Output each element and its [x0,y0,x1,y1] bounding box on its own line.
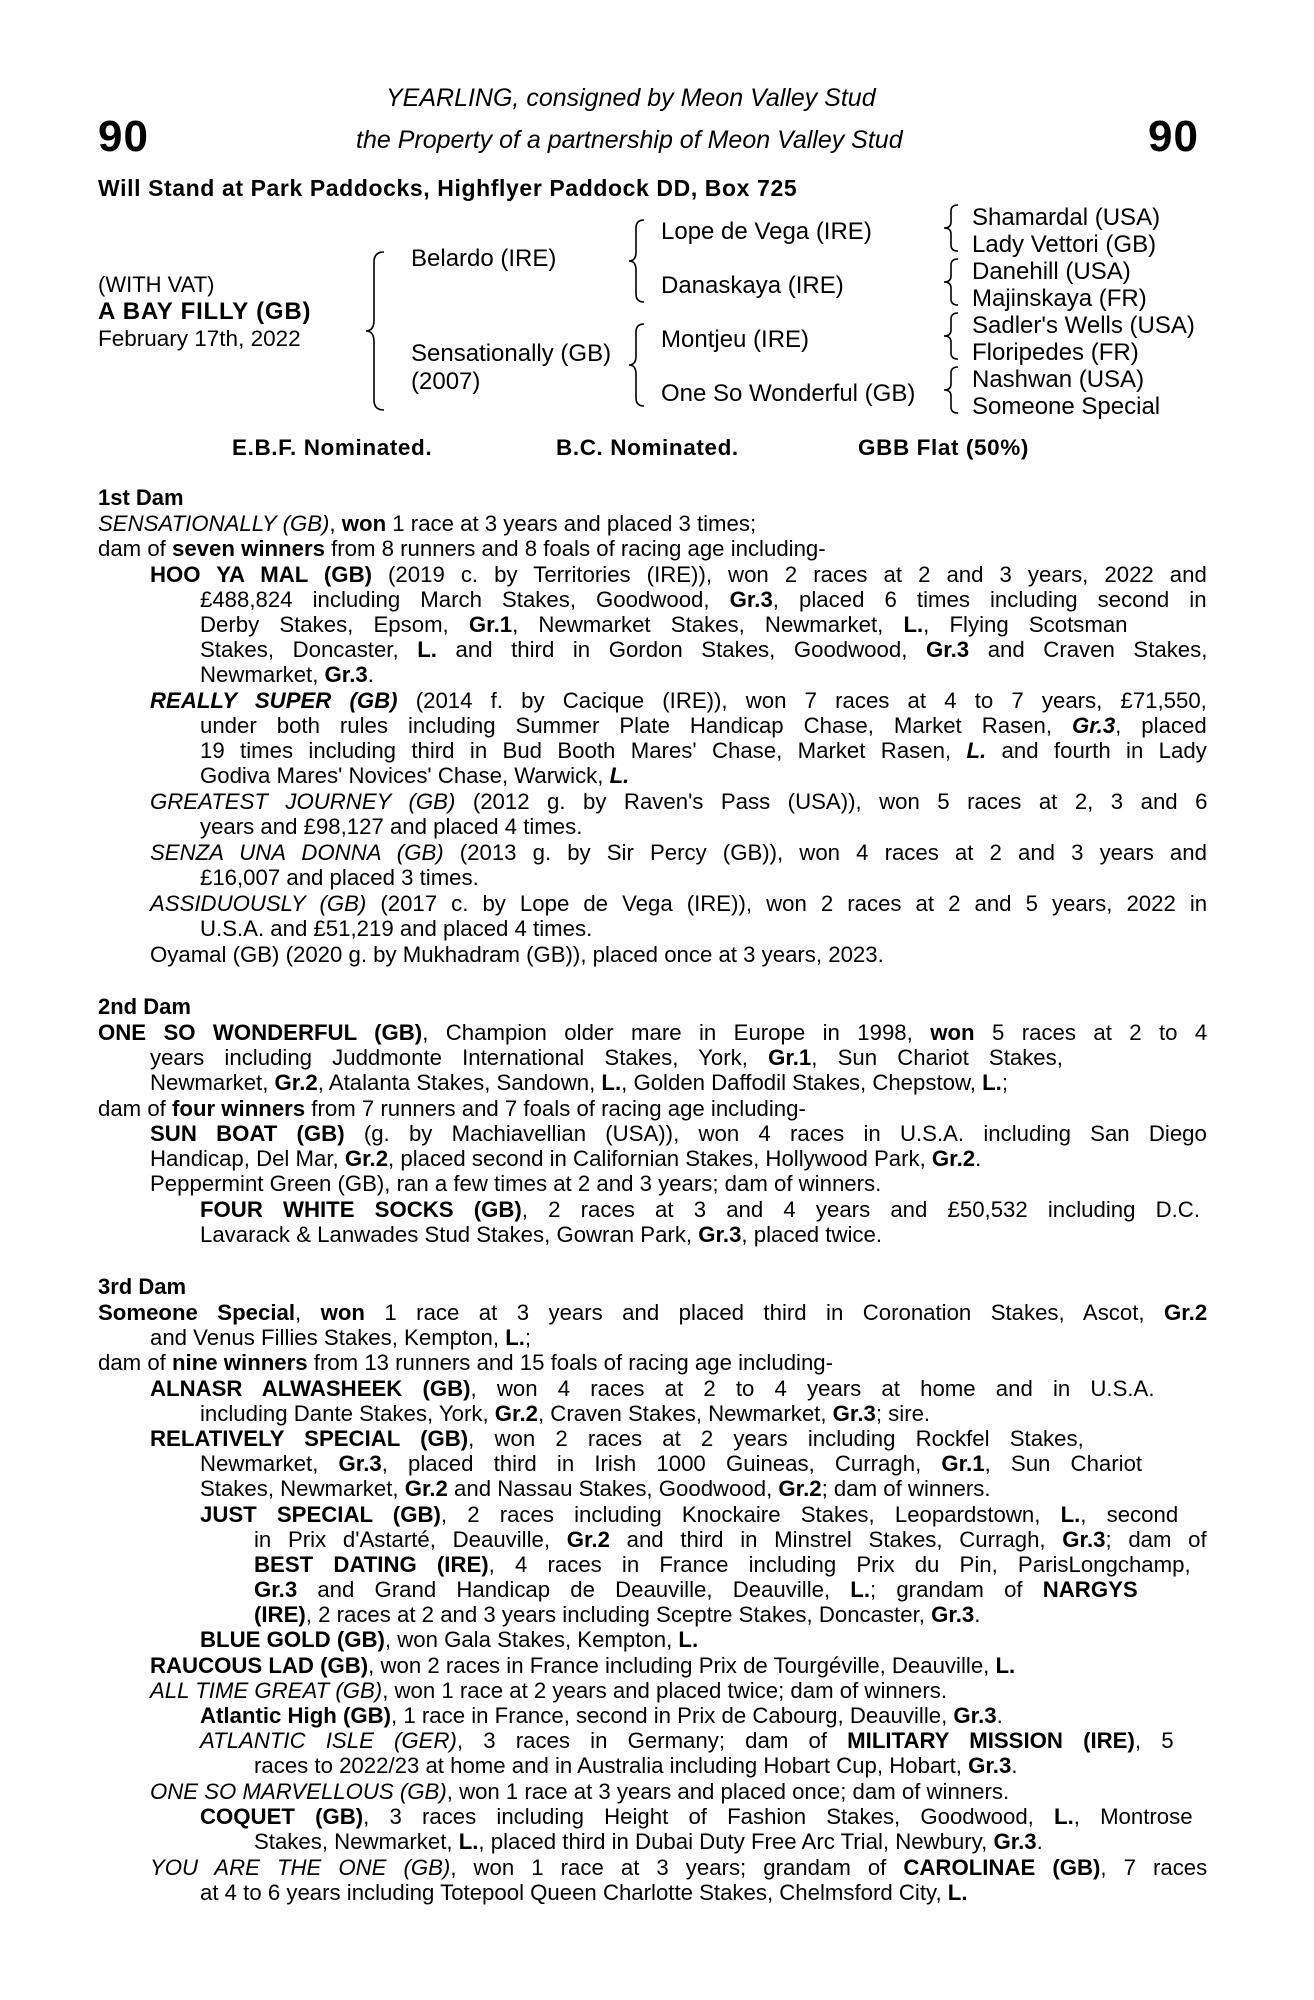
text-segment: Gr.3 [729,587,773,612]
text-segment: Gr.2 [778,1476,822,1501]
text-segment: and Nassau Stakes, Goodwood, [447,1476,779,1501]
text-line [200,865,479,891]
text-line [150,942,884,968]
text-line [254,1577,1138,1603]
text-segment: , 2 races at 3 and 4 years and £50,532 including D.C. [521,1197,1200,1222]
text-line [98,1350,833,1376]
text-segment: and Venus Fillies Stakes, Kempton, [150,1325,506,1350]
text-segment: Gr.3 [698,1222,742,1247]
text-segment: Peppermint Green (GB), ran a few times at 2 and 3 years; dam of winners. [150,1171,882,1196]
bc-nomination: B.C. Nominated. [556,435,739,460]
text-segment: . [367,662,374,687]
text-segment: ; [1001,1070,1008,1095]
text-segment: , won 2 races in France including Prix de Tourgéville, Deauville, [368,1653,996,1678]
text-segment: , placed third in Dubai Duty Free Arc Trial, Newbury, [478,1829,994,1854]
text-segment: SENZA UNA DONNA (GB) [150,840,444,865]
text-segment: ALL TIME GREAT (GB) [150,1678,383,1703]
text-segment: Gr.2 [344,1146,389,1171]
text-segment: , won 1 race at 2 years and placed twice; dam of winners. [382,1678,948,1703]
text-segment: won [930,1020,975,1045]
text-segment: , 3 races in Germany; dam of [456,1728,848,1753]
text-segment: , won 2 races at 2 years including Rockfel Stakes, [468,1426,1084,1451]
text-line [200,1880,968,1906]
text-segment: and Grand Handicap de Deauville, Deauville, [297,1577,851,1602]
text-segment: , [295,1300,321,1325]
text-line [98,1020,1207,1046]
text-segment: Handicap, Del Mar, [150,1146,345,1171]
text-segment: Gr.3 [338,1451,382,1476]
text-segment: Lavarack & Lanwades Stud Stakes, Gowran Park, [200,1222,699,1247]
text-segment: REALLY SUPER (GB) [150,688,398,713]
text-segment: L. [947,1880,968,1905]
text-segment: and third in Gordon Stakes, Goodwood, [436,637,926,662]
pedigree-dam-sire: Montjeu (IRE) [661,326,810,353]
text-segment: GREATEST JOURNEY (GB) [150,789,456,814]
text-segment: , Craven Stakes, Newmarket, [537,1401,833,1426]
text-segment: Gr.1 [768,1045,812,1070]
text-segment: L. [982,1070,1002,1095]
gbb-note: GBB Flat (50%) [858,435,1029,460]
text-segment: . [974,1602,981,1627]
text-line [150,1426,1084,1452]
text-segment: L. [609,763,630,788]
pedigree-dam-year: (2007) [411,368,481,395]
text-line [150,840,1207,866]
text-segment: , placed 6 times including second in [772,587,1207,612]
text-segment: , Golden Daffodil Stakes, Chepstow, [621,1070,983,1095]
text-line [150,789,1207,815]
text-segment: , won 1 race at 3 years; grandam of [450,1855,904,1880]
text-segment: L. [505,1325,525,1350]
text-line [200,637,1207,663]
text-segment: L. [903,612,924,637]
text-segment: four winners [172,1096,306,1121]
text-segment: from 13 runners and 15 foals of racing age including- [307,1350,834,1375]
text-segment: at 4 to 6 years including Totepool Queen Charlotte Stakes, Chelmsford City, [200,1880,948,1905]
text-segment: , placed twice. [741,1222,883,1247]
text-segment: , second [1080,1502,1179,1527]
pedigree-ddd: Someone Special [972,393,1161,420]
text-line [254,1829,1043,1855]
text-segment: . [1011,1753,1018,1778]
text-segment: dam of [98,536,172,561]
text-line [200,587,1207,613]
text-segment: Gr.3 [953,1703,997,1728]
text-segment: (2017 c. by Lope de Vega (IRE)), won 2 races at 2 and 5 years, 2022 in [366,891,1208,916]
text-segment: (2014 f. by Cacique (IRE)), won 7 races at 4 to 7 years, £71,550, [397,688,1207,713]
text-segment: 1 race at 3 years and placed third in Coronation Stakes, Ascot, [364,1300,1164,1325]
text-line [98,1300,1207,1326]
text-segment: Gr.3 [832,1401,876,1426]
text-segment: , 5 [1134,1728,1174,1753]
text-segment: Derby Stakes, Epsom, [200,612,469,637]
text-segment: CAROLINAE (GB) [903,1855,1101,1880]
text-line [200,1222,882,1248]
text-segment: L. [417,637,437,662]
text-segment: , placed third in Irish 1000 Guineas, Curragh, [381,1451,942,1476]
text-segment: , won 4 races at 2 to 4 years at home and in U.S.A. [470,1376,1155,1401]
pedigree-sss: Shamardal (USA) [972,204,1161,231]
text-line [150,1045,1063,1071]
text-segment: dam of [98,1096,172,1121]
text-segment: ; dam of [1105,1527,1207,1552]
text-segment: , Newmarket Stakes, Newmarket, [512,612,904,637]
text-segment: U.S.A. and £51,219 and placed 4 times. [200,916,593,941]
text-segment: L. [995,1653,1016,1678]
text-segment: won [341,511,387,536]
text-segment: , 1 race in France, second in Prix de Cabourg, Deauville, [391,1703,954,1728]
stand-location: Will Stand at Park Paddocks, Highflyer Paddock DD, Box 725 [98,175,798,201]
second-dam-heading: 2nd Dam [98,994,191,1019]
text-segment: ; grandam of [870,1577,1043,1602]
text-segment: and third in Minstrel Stakes, Curragh, [609,1527,1063,1552]
text-segment: RAUCOUS LAD (GB) [150,1653,369,1678]
text-segment: years and £98,127 and placed 4 times. [200,814,583,839]
text-line [150,891,1207,917]
pedigree-sds: Danehill (USA) [972,258,1131,285]
consignor-line: YEARLING, consigned by Meon Valley Stud [386,84,876,112]
text-segment: FOUR WHITE SOCKS (GB) [200,1197,522,1222]
horse-name: A BAY FILLY (GB) [98,298,312,325]
text-segment: ALNASR ALWASHEEK (GB) [150,1376,471,1401]
text-segment: years including Juddmonte International Stakes, York, [150,1045,769,1070]
text-line [200,1502,1178,1528]
text-segment: £16,007 and placed 3 times. [200,865,479,890]
text-segment: , placed second in Californian Stakes, Hollywood Park, [388,1146,932,1171]
text-segment: Newmarket, [150,1070,275,1095]
text-segment: Gr.3 [324,662,368,687]
vat-note: (WITH VAT) [98,272,215,297]
text-segment: £488,824 including March Stakes, Goodwood, [200,587,730,612]
text-segment: under both rules including Summer Plate Handicap Chase, Market Rasen, [200,713,1072,738]
text-segment: , Champion older mare in Europe in 1998, [422,1020,931,1045]
text-segment: 19 times including third in Bud Booth Mares' Chase, Market Rasen, [200,738,967,763]
text-segment: ; dam of winners. [821,1476,991,1501]
text-segment: races to 2022/23 at home and in Australia including Hobart Cup, Hobart, [254,1753,969,1778]
property-line: the Property of a partnership of Meon Valley Stud [356,126,903,154]
pedigree-sire: Belardo (IRE) [411,245,557,272]
text-segment: , 2 races at 2 and 3 years including Sceptre Stakes, Doncaster, [305,1602,932,1627]
lot-number-right: 90 [1148,112,1199,161]
text-segment: Stakes, Newmarket, [200,1476,405,1501]
text-segment: Gr.2 [404,1476,448,1501]
text-segment: Gr.2 [566,1527,610,1552]
text-segment: nine winners [172,1350,308,1375]
pedigree-dam-dam: One So Wonderful (GB) [661,380,916,407]
text-line [254,1753,1017,1779]
text-segment: BEST DATING (IRE) [254,1552,489,1577]
text-segment: Stakes, Doncaster, [200,637,418,662]
text-segment: Newmarket, [200,1451,339,1476]
text-segment: Atlantic High (GB) [200,1703,392,1728]
text-segment: Someone Special [98,1300,295,1325]
pedigree-sire-dam: Danaskaya (IRE) [661,272,844,299]
text-line [150,1146,981,1172]
text-line [98,511,756,537]
text-segment: , Montrose [1073,1804,1193,1829]
text-segment: Gr.2 [494,1401,538,1426]
text-segment: Gr.1 [941,1451,985,1476]
pedigree-ssd: Lady Vettori (GB) [972,231,1157,258]
pedigree-sdd: Majinskaya (FR) [972,285,1147,312]
text-segment: COQUET (GB) [200,1804,364,1829]
text-line [150,1779,1009,1805]
text-segment: SENSATIONALLY (GB) [98,511,330,536]
text-line [150,1121,1207,1147]
text-line [200,738,1207,764]
foaling-date: February 17th, 2022 [98,326,301,351]
text-line [200,612,1128,638]
text-segment: (2019 c. by Territories (IRE)), won 2 races at 2 and 3 years, 2022 and [371,562,1207,587]
text-segment: Gr.2 [1164,1300,1208,1325]
text-segment: 5 races at 2 to 4 [974,1020,1208,1045]
first-dam-heading: 1st Dam [98,485,184,510]
text-segment: . [1036,1829,1043,1854]
text-segment: and fourth in Lady [986,738,1207,763]
text-segment: Gr.3 [1062,1527,1106,1552]
text-segment: BLUE GOLD (GB) [200,1627,385,1652]
text-segment: Gr.3 [925,637,970,662]
text-segment: Gr.3 [931,1602,975,1627]
text-line [200,662,374,688]
text-segment: Oyamal (GB) (2020 g. by Mukhadram (GB)), placed once at 3 years, 2023. [150,942,884,967]
text-segment: 1 race at 3 years and placed 3 times; [386,511,757,536]
text-segment: Gr.3 [1071,713,1116,738]
text-segment: dam of [98,1350,172,1375]
text-segment: , 3 races including Height of Fashion Stakes, Goodwood, [363,1804,1055,1829]
text-segment: L. [966,738,987,763]
text-segment: L. [1054,1804,1074,1829]
pedigree-dsd: Floripedes (FR) [972,339,1139,366]
text-segment: L. [850,1577,871,1602]
text-line [200,1804,1193,1830]
text-segment: Gr.1 [468,612,513,637]
text-line [254,1602,980,1628]
text-line [200,916,592,942]
text-segment: including Dante Stakes, York, [200,1401,495,1426]
pedigree-dam: Sensationally (GB) [411,340,612,367]
text-segment: , Atalanta Stakes, Sandown, [317,1070,602,1095]
text-segment: MILITARY MISSION (IRE) [847,1728,1135,1753]
text-segment: NARGYS [1042,1577,1138,1602]
text-segment: ; sire. [875,1401,931,1426]
text-segment: . [996,1703,1003,1728]
text-segment: and Craven Stakes, [969,637,1208,662]
text-segment: ONE SO MARVELLOUS (GB) [150,1779,447,1804]
text-line [200,1401,930,1427]
text-segment: YOU ARE THE ONE (GB) [150,1855,451,1880]
text-segment: Gr.3 [993,1829,1037,1854]
text-segment: L. [601,1070,622,1095]
pedigree-sire-sire: Lope de Vega (IRE) [661,218,872,245]
text-line [150,688,1207,714]
pedigree-dds: Nashwan (USA) [972,366,1145,393]
text-segment: JUST SPECIAL (GB) [200,1502,441,1527]
text-segment: L. [678,1627,699,1652]
text-line [150,1376,1155,1402]
text-line [200,1627,698,1653]
text-line [254,1552,1191,1578]
text-line [200,1703,1003,1729]
text-segment: RELATIVELY SPECIAL (GB) [150,1426,469,1451]
text-line [200,763,629,789]
text-segment: ATLANTIC ISLE (GER) [200,1728,457,1753]
text-segment: , 2 races including Knockaire Stakes, Leopardstown, [440,1502,1061,1527]
text-line [254,1527,1207,1553]
text-line [150,1653,1015,1679]
text-segment: Gr.3 [968,1753,1012,1778]
text-line [150,1325,531,1351]
text-segment: in Prix d'Astarté, Deauville, [254,1527,567,1552]
text-segment: . [975,1146,982,1171]
text-segment: , won 1 race at 3 years and placed once; dam of winners. [446,1779,1010,1804]
text-segment: L. [458,1829,479,1854]
text-segment: ; [524,1325,532,1350]
text-line [150,1070,1008,1096]
text-line [200,1728,1174,1754]
text-segment: , 7 races [1100,1855,1208,1880]
text-segment: Gr.3 [254,1577,298,1602]
third-dam-heading: 3rd Dam [98,1274,187,1299]
text-segment: (2012 g. by Raven's Pass (USA)), won 5 races at 2, 3 and 6 [455,789,1208,814]
text-segment: Newmarket, [200,662,325,687]
text-line [200,1197,1200,1223]
text-line [150,1855,1207,1881]
text-segment: ASSIDUOUSLY (GB) [150,891,367,916]
text-segment: Gr.2 [931,1146,976,1171]
text-segment: , [329,511,342,536]
text-segment: , won Gala Stakes, Kempton, [384,1627,679,1652]
text-line [150,1678,947,1704]
text-segment: , Flying Scotsman [923,612,1128,637]
text-segment: (g. by Machiavellian (USA)), won 4 races in U.S.A. including San Diego [344,1121,1207,1146]
text-line [200,1476,991,1502]
text-segment: , 4 races in France including Prix du Pin, ParisLongchamp, [488,1552,1191,1577]
text-line [150,1171,881,1197]
pedigree-dss: Sadler's Wells (USA) [972,312,1195,339]
ebf-nomination: E.B.F. Nominated. [232,435,433,460]
text-segment: Godiva Mares' Novices' Chase, Warwick, [200,763,610,788]
text-segment: from 7 runners and 7 foals of racing age including- [305,1096,806,1121]
text-segment: HOO YA MAL (GB) [150,562,372,587]
text-segment: , Sun Chariot [984,1451,1143,1476]
text-segment: won [320,1300,365,1325]
text-segment: SUN BOAT (GB) [150,1121,345,1146]
text-line [98,536,826,562]
text-segment: seven winners [172,536,325,561]
text-line [200,814,582,840]
text-line [150,562,1207,588]
text-segment: Stakes, Newmarket, [254,1829,459,1854]
text-segment: ONE SO WONDERFUL (GB) [98,1020,423,1045]
text-segment: Gr.2 [274,1070,318,1095]
text-segment: L. [1060,1502,1081,1527]
text-segment: (IRE) [254,1602,306,1627]
text-segment: , Sun Chariot Stakes, [811,1045,1063,1070]
text-segment: (2013 g. by Sir Percy (GB)), won 4 races at 2 and 3 years and [443,840,1207,865]
text-line [200,713,1207,739]
text-segment: , placed [1115,713,1207,738]
lot-number-left: 90 [98,112,149,161]
text-line [98,1096,806,1122]
text-segment: from 8 runners and 8 foals of racing age including- [324,536,826,561]
text-line [200,1451,1142,1477]
